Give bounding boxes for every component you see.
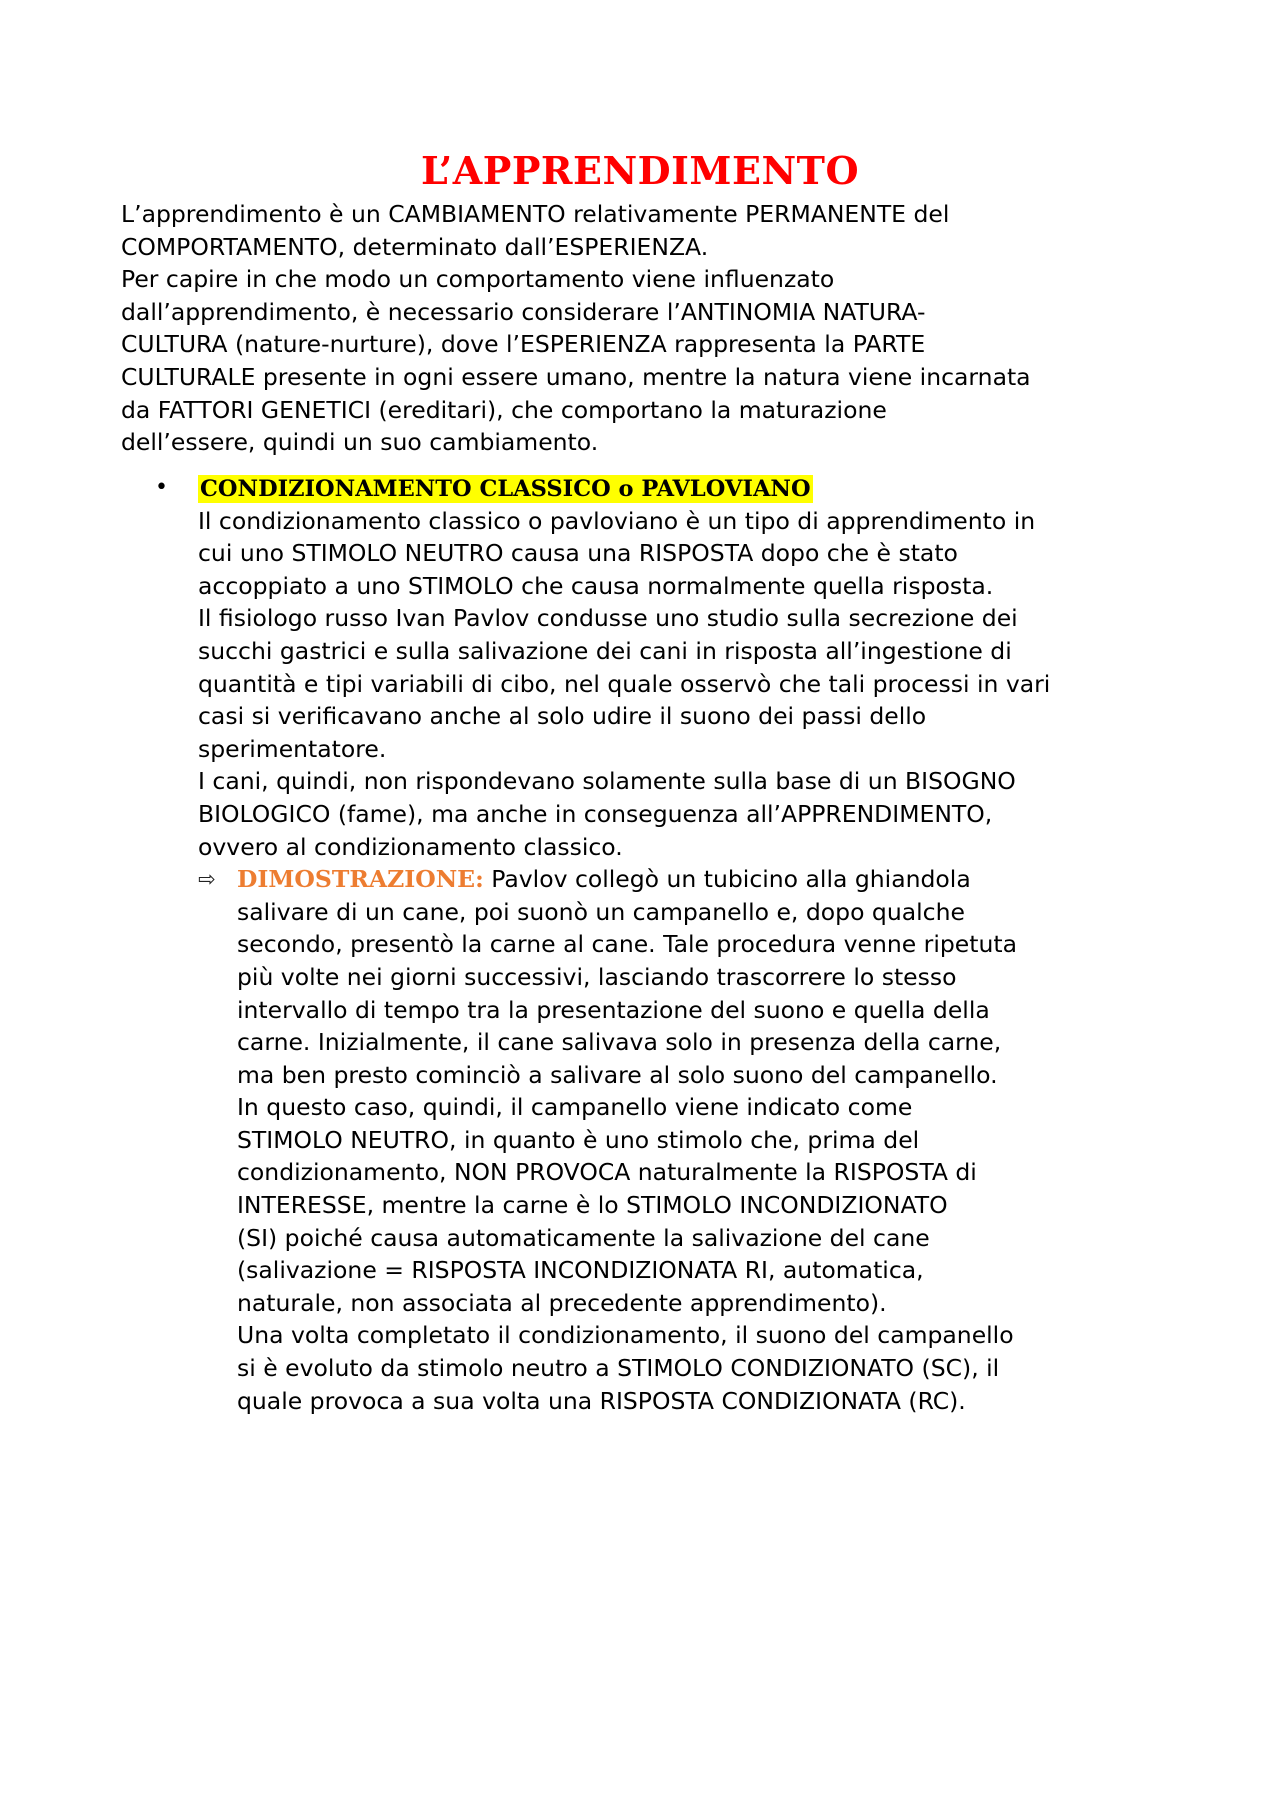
section-heading: CONDIZIONAMENTO CLASSICO o PAVLOVIANO <box>200 476 811 502</box>
arrow-right-icon: ⇨ <box>198 867 216 892</box>
section-heading-row <box>155 472 1195 505</box>
subsection-first-line-text: Pavlov collegò un tubicino alla ghiandola <box>483 865 971 894</box>
subsection-line: In questo caso, quindi, il campanello viene indicato come <box>237 1093 913 1122</box>
subsection-line: secondo, presentò la carne al cane. Tale procedura venne ripetuta <box>237 930 1017 959</box>
section-line: cui uno STIMOLO NEUTRO causa una RISPOSTA dopo che è stato <box>198 539 958 568</box>
subsection-body <box>237 863 1195 1417</box>
subsection-line: ma ben presto cominciò a salivare al solo suono del campanello. <box>237 1060 998 1089</box>
intro-line: CULTURALE presente in ogni essere umano, mentre la natura viene incarnata <box>121 362 1031 391</box>
section-line: I cani, quindi, non rispondevano solamente sulla base di un BISOGNO <box>198 767 1016 796</box>
intro-line: COMPORTAMENTO, determinato dall’ESPERIENZA. <box>121 232 709 261</box>
subsection-label: DIMOSTRAZIONE: <box>237 865 484 894</box>
section-classical-conditioning <box>155 472 1195 1417</box>
section-line: Il condizionamento classico o pavloviano è un tipo di apprendimento in <box>198 506 1036 535</box>
intro-paragraph <box>121 198 1171 459</box>
section-line: accoppiato a uno STIMOLO che causa normalmente quella risposta. <box>198 571 994 600</box>
subsection-line: (salivazione = RISPOSTA INCONDIZIONATA RI, automatica, <box>237 1256 924 1285</box>
subsection-line: STIMOLO NEUTRO, in quanto è uno stimolo che, prima del <box>237 1125 920 1154</box>
subsection-line: naturale, non associata al precedente apprendimento). <box>237 1288 887 1317</box>
subsection-line: più volte nei giorni successivi, lasciando trascorrere lo stesso <box>237 962 957 991</box>
section-line: BIOLOGICO (fame), ma anche in conseguenza all’APPRENDIMENTO, <box>198 799 993 828</box>
section-line: ovvero al condizionamento classico. <box>198 832 623 861</box>
subsection-line: (SI) poiché causa automaticamente la salivazione del cane <box>237 1223 930 1252</box>
intro-line: CULTURA (nature-nurture), dove l’ESPERIENZA rappresenta la PARTE <box>121 330 926 359</box>
page-title: L’APPRENDIMENTO <box>420 148 860 193</box>
bullet-icon: • <box>155 475 168 500</box>
subsection-line: carne. Inizialmente, il cane salivava solo in presenza della carne, <box>237 1028 1002 1057</box>
section-body <box>198 505 1195 864</box>
section-line: succhi gastrici e sulla salivazione dei cani in risposta all’ingestione di <box>198 636 1012 665</box>
subsection-line: INTERESSE, mentre la carne è lo STIMOLO INCONDIZIONATO <box>237 1191 948 1220</box>
section-line: casi si verificavano anche al solo udire il suono dei passi dello <box>198 702 927 731</box>
intro-line: L’apprendimento è un CAMBIAMENTO relativamente PERMANENTE del <box>121 200 950 228</box>
subsection-first-line <box>237 863 1195 896</box>
intro-line: dall’apprendimento, è necessario considerare l’ANTINOMIA NATURA- <box>121 297 926 326</box>
subsection-line: intervallo di tempo tra la presentazione del suono e quella della <box>237 995 990 1024</box>
subsection-demonstration <box>198 863 1195 1417</box>
section-line: quantità e tipi variabili di cibo, nel quale osservò che tali processi in vari <box>198 669 1051 698</box>
subsection-line: salivare di un cane, poi suonò un campanello e, dopo qualche <box>237 897 965 926</box>
subsection-line: si è evoluto da stimolo neutro a STIMOLO CONDIZIONATO (SC), il <box>237 1354 1000 1383</box>
intro-line: Per capire in che modo un comportamento viene influenzato <box>121 265 835 294</box>
intro-line: da FATTORI GENETICI (ereditari), che comportano la maturazione <box>121 395 887 424</box>
subsection-line: condizionamento, NON PROVOCA naturalmente la RISPOSTA di <box>237 1158 977 1187</box>
section-line: sperimentatore. <box>198 734 387 763</box>
subsection-line: Una volta completato il condizionamento, il suono del campanello <box>237 1321 1014 1350</box>
section-line: Il fisiologo russo Ivan Pavlov condusse uno studio sulla secrezione dei <box>198 604 1018 633</box>
intro-line: dell’essere, quindi un suo cambiamento. <box>121 428 599 457</box>
subsection-line: quale provoca a sua volta una RISPOSTA CONDIZIONATA (RC). <box>237 1386 966 1415</box>
